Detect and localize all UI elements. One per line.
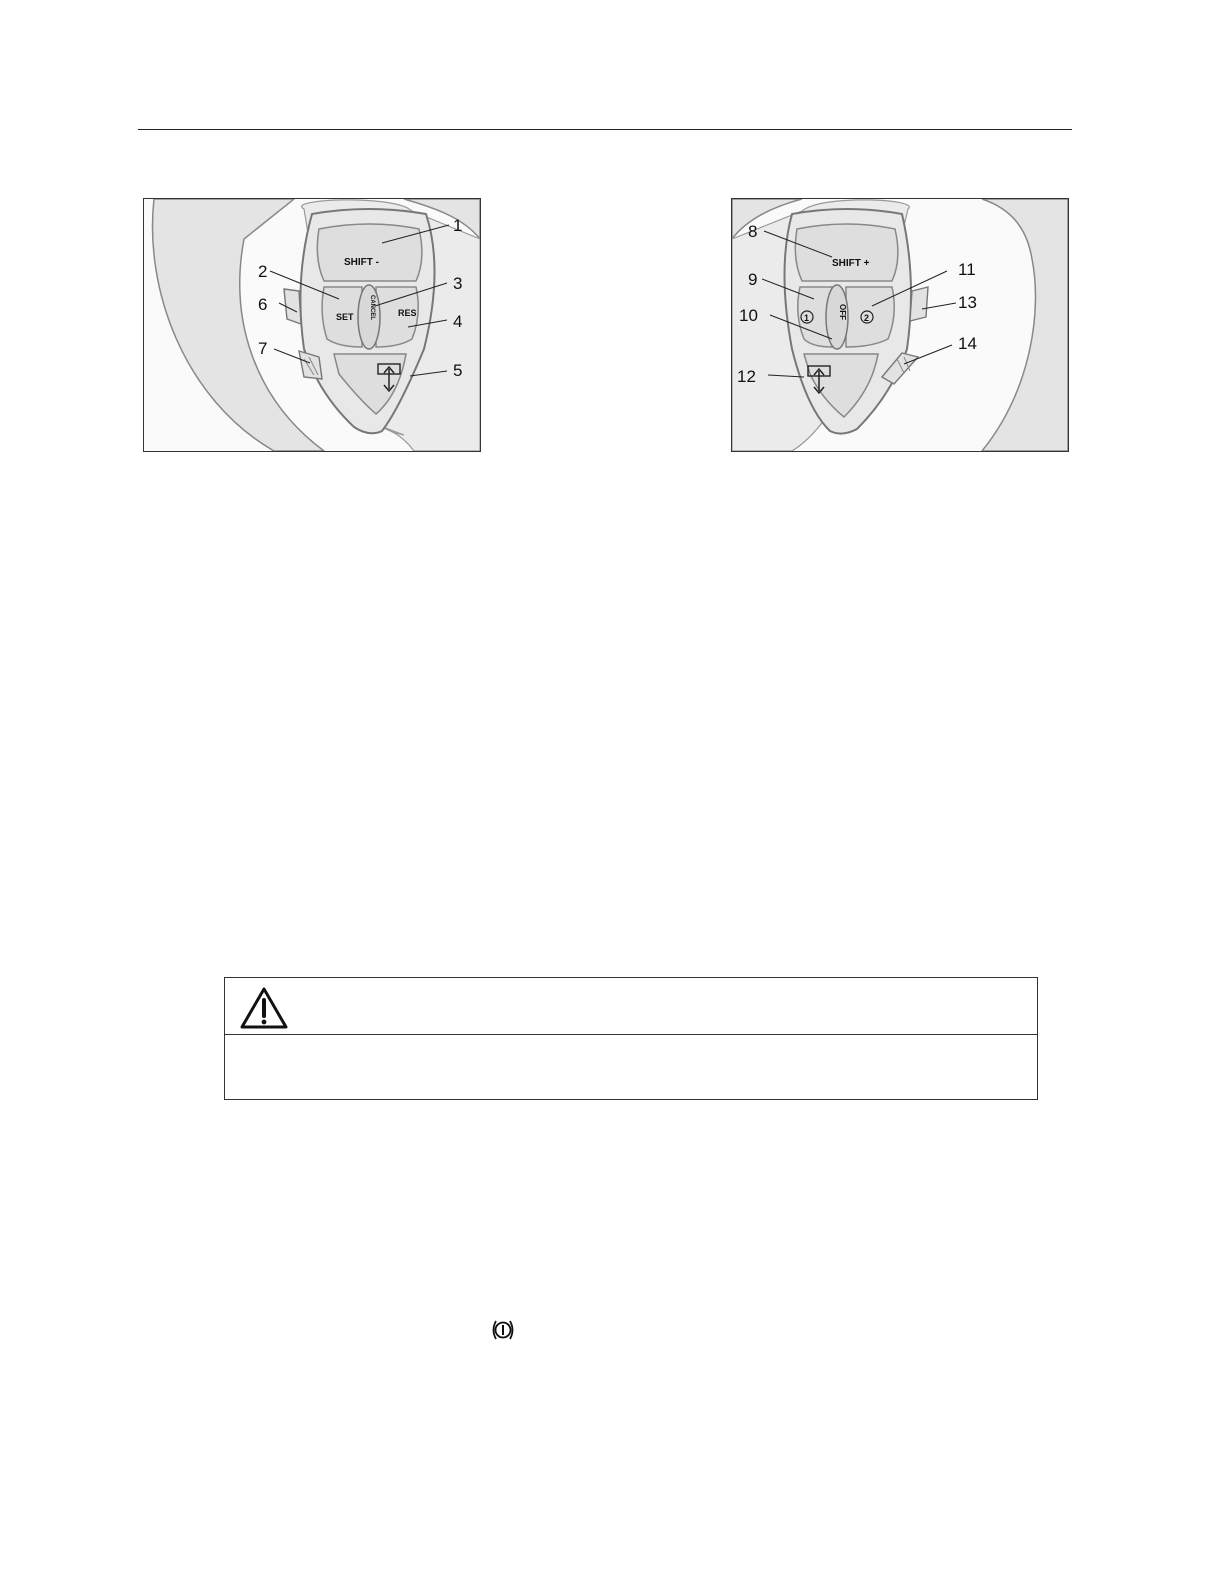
warning-triangle-icon [239,986,289,1030]
callout-7: 7 [258,339,268,358]
preset-2-label: 2 [864,313,870,323]
warning-box [224,977,1038,1100]
left-controls-illustration [144,199,480,451]
res-label: RES [398,308,417,318]
callout-8: 8 [748,222,758,241]
header-rule [138,129,1072,130]
callout-11: 11 [958,260,976,279]
steering-wheel-right-controls-figure [731,198,1069,452]
off-label: OFF [838,304,847,320]
shift-minus-label: SHIFT - [344,257,379,268]
callout-14: 14 [958,334,977,353]
callout-6: 6 [258,295,268,314]
callout-9: 9 [748,270,758,289]
warning-box-header [225,978,1037,1035]
set-label: SET [336,312,354,322]
callout-13: 13 [958,293,977,312]
parking-brake-icon [490,1318,516,1342]
callout-4: 4 [453,312,463,331]
callout-3: 3 [453,274,463,293]
callout-5: 5 [453,361,463,380]
steering-wheel-left-controls-figure [143,198,481,452]
right-controls-illustration [732,199,1068,451]
callout-2: 2 [258,262,268,281]
callout-10: 10 [739,306,758,325]
callout-12: 12 [737,367,756,386]
preset-1-label: 1 [804,313,810,323]
callout-1: 1 [453,216,463,235]
shift-plus-label: SHIFT + [832,258,870,269]
cancel-label: CANCEL [369,295,375,320]
